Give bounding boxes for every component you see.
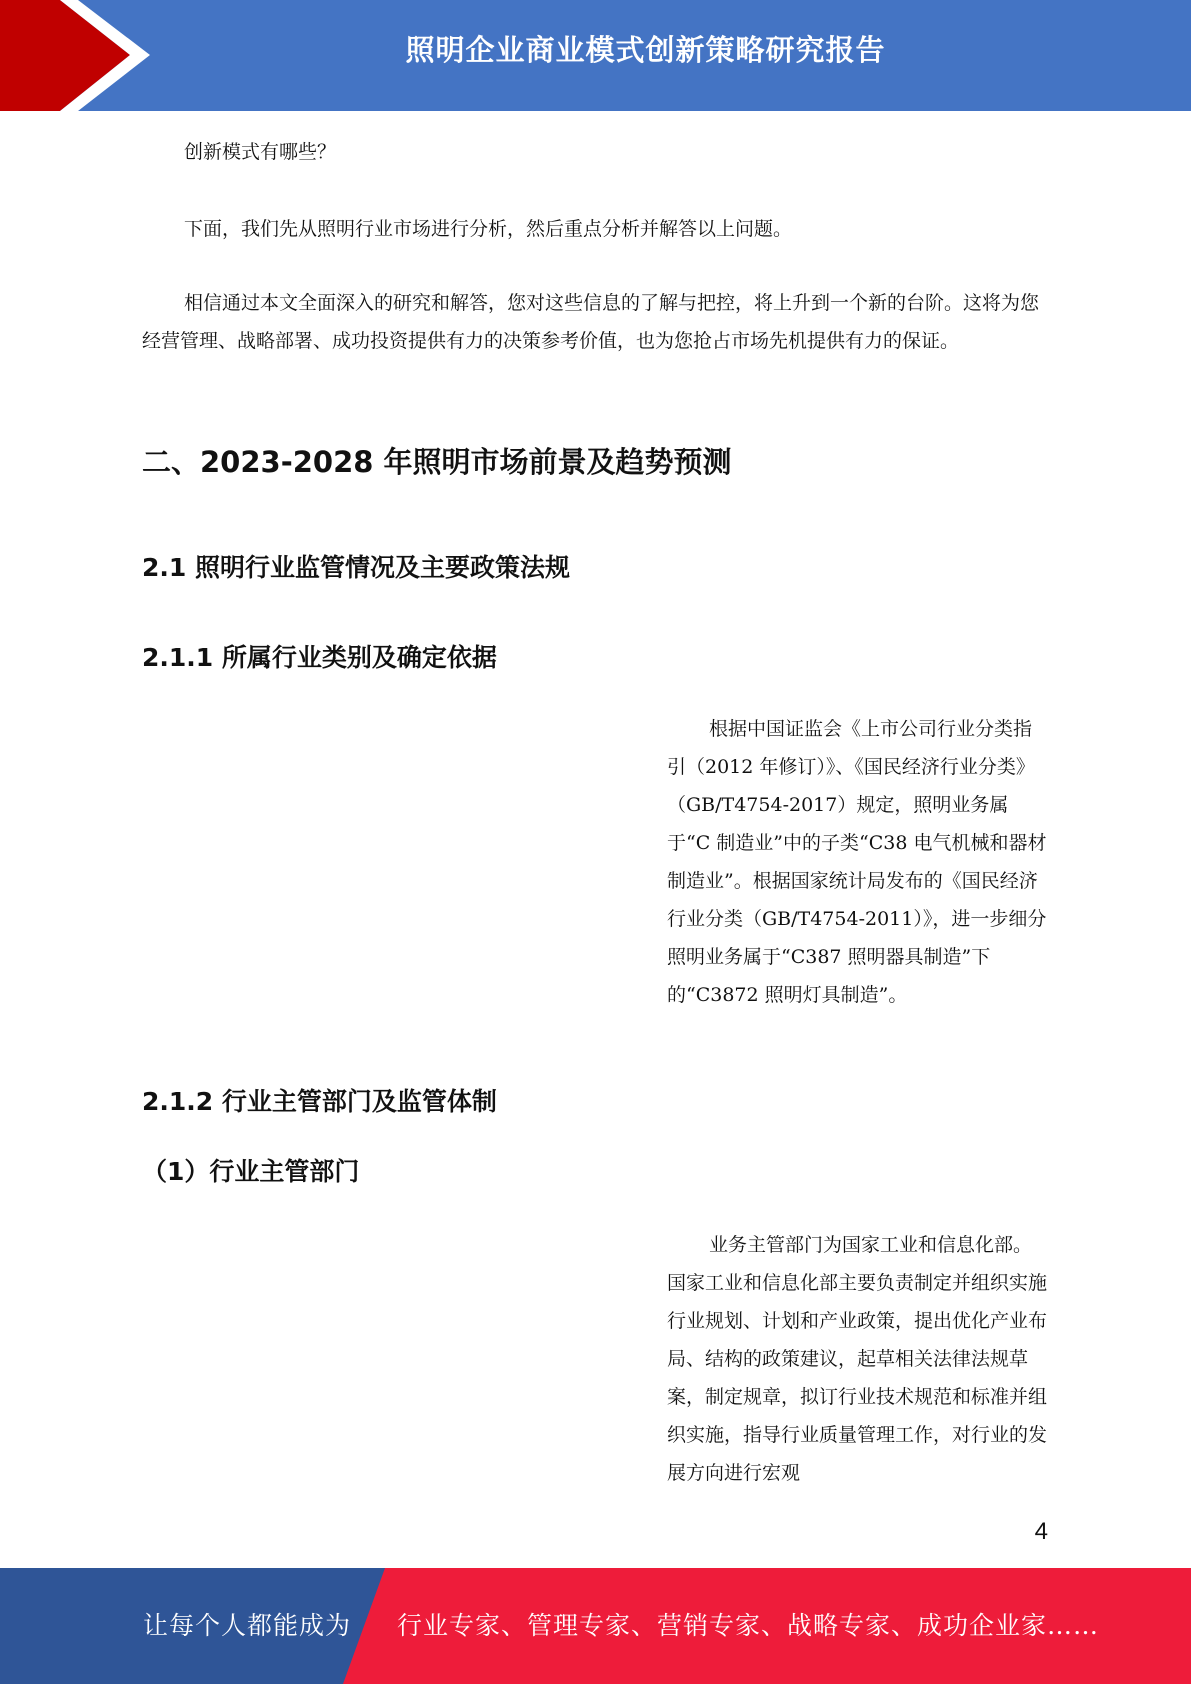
page-number: 4 (1034, 1518, 1048, 1545)
heading-2-1: 2.1 照明行业监管情况及主要政策法规 (142, 553, 570, 582)
paragraph-competent-department: 业务主管部门为国家工业和信息化部。国家工业和信息化部主要负责制定并组织实施行业规划、计划和产业政策，提出优化产业布局、结构的政策建议，起草相关法律法规草案，制定规章，拟订行业技术规范和标准并组织实施，指导行业质量管理工作，对行业的发展方向进行宏观 (667, 1234, 1048, 1484)
paragraph-value-statement: 相信通过本文全面深入的研究和解答，您对这些信息的了解与把控，将上升到一个新的台阶。这将为您经营管理、战略部署、成功投资提供有力的决策参考价值，也为您抢占市场先机提供有力的保证。 (142, 292, 1040, 352)
heading-2-1-2: 2.1.2 行业主管部门及监管体制 (142, 1087, 497, 1116)
paragraph-innovation-question: 创新模式有哪些？ (184, 141, 337, 163)
heading-competent-department: （1）行业主管部门 (142, 1157, 360, 1186)
paragraph-industry-classification: 根据中国证监会《上市公司行业分类指引（2012 年修订）》、《国民经济行业分类》（GB/T4754-2017）规定，照明业务属于“C 制造业”中的子类“C38 电气机械和器材制造业”。根据国家统计局发布的《国民经济行业分类（GB/T4754-2011）》，进一步细分照明业务属于“C387 照明器具制造”下的“C3872 照明灯具制造”。 (667, 718, 1047, 1006)
paragraph-analysis-intro: 下面，我们先从照明行业市场进行分析，然后重点分析并解答以上问题。 (184, 218, 793, 240)
page-header (0, 0, 1191, 111)
footer-slogan-right: 行业专家、管理专家、营销专家、战略专家、成功企业家…… (397, 1611, 1100, 1640)
report-title: 照明企业商业模式创新策略研究报告 (405, 33, 886, 67)
footer-slogan-left: 让每个人都能成为 (143, 1611, 352, 1640)
page-footer (0, 1568, 1191, 1684)
heading-2-1-1: 2.1.1 所属行业类别及确定依据 (142, 643, 497, 672)
section-heading-2: 二、2023-2028 年照明市场前景及趋势预测 (142, 445, 732, 479)
